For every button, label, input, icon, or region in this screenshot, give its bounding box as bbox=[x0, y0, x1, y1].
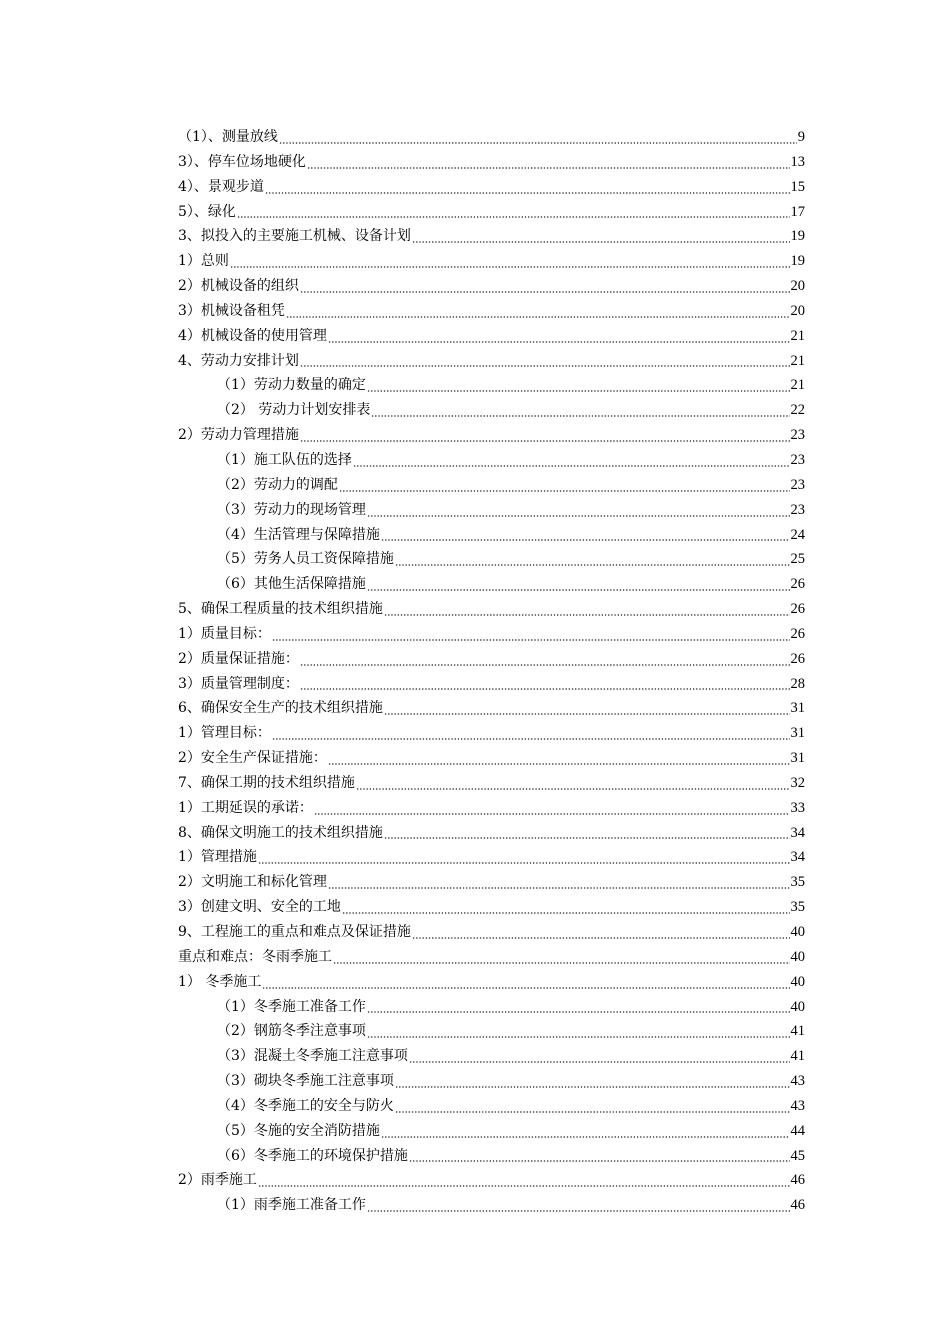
toc-dot-leader bbox=[367, 515, 790, 517]
toc-entry-page-number: 19 bbox=[790, 228, 805, 245]
toc-entry-label: 2）机械设备的组织 bbox=[178, 278, 299, 295]
toc-entry[interactable] bbox=[178, 398, 805, 423]
toc-entry-page-number: 34 bbox=[790, 849, 805, 866]
toc-entry-page-number: 40 bbox=[790, 948, 805, 965]
toc-dot-leader bbox=[367, 1210, 790, 1212]
toc-entry-label: 重点和难点：冬雨季施工 bbox=[178, 948, 332, 965]
toc-entry-label: 4）、景观步道 bbox=[178, 178, 264, 195]
toc-entry-label: （2）劳动力的调配 bbox=[217, 476, 338, 493]
toc-entry-page-number: 13 bbox=[790, 153, 805, 170]
toc-dot-leader bbox=[328, 341, 790, 343]
toc-dot-leader bbox=[272, 738, 790, 740]
toc-entry-label: 2）质量保证措施： bbox=[178, 650, 299, 667]
toc-entry-label: 2）雨季施工 bbox=[178, 1172, 257, 1189]
toc-entry-page-number: 43 bbox=[790, 1097, 805, 1114]
toc-entry[interactable] bbox=[178, 945, 805, 970]
toc-entry-page-number: 26 bbox=[790, 650, 805, 667]
toc-dot-leader bbox=[300, 365, 790, 367]
toc-dot-leader bbox=[409, 1160, 790, 1162]
toc-entry-label: （2） 劳动力计划安排表 bbox=[217, 402, 371, 419]
toc-entry[interactable] bbox=[178, 175, 805, 200]
toc-entry-page-number: 21 bbox=[790, 352, 805, 369]
toc-entry-page-number: 44 bbox=[790, 1122, 805, 1139]
toc-entry-label: 3）创建文明、安全的工地 bbox=[178, 899, 341, 916]
toc-entry-label: （1）冬季施工准备工作 bbox=[217, 998, 366, 1015]
toc-entry-page-number: 45 bbox=[790, 1147, 805, 1164]
toc-dot-leader bbox=[395, 564, 790, 566]
toc-dot-leader bbox=[412, 937, 790, 939]
toc-entry-page-number: 34 bbox=[790, 824, 805, 841]
toc-entry-label: 3）质量管理制度： bbox=[178, 675, 299, 692]
toc-dot-leader bbox=[258, 1185, 790, 1187]
toc-entry[interactable] bbox=[178, 547, 805, 572]
toc-entry-page-number: 24 bbox=[790, 526, 805, 543]
toc-entry-label: 1）工期延误的承诺： bbox=[178, 799, 313, 816]
toc-dot-leader bbox=[353, 465, 790, 467]
toc-dot-leader bbox=[395, 1111, 790, 1113]
toc-entry-page-number: 46 bbox=[790, 1197, 805, 1214]
toc-entry-label: （3）砌块冬季施工注意事项 bbox=[217, 1073, 394, 1090]
toc-entry[interactable] bbox=[178, 299, 805, 324]
toc-entry-label: 1）总则 bbox=[178, 253, 229, 270]
toc-entry[interactable] bbox=[178, 746, 805, 771]
toc-dot-leader bbox=[367, 589, 790, 591]
toc-dot-leader bbox=[395, 1086, 790, 1088]
toc-dot-leader bbox=[328, 887, 790, 889]
toc-entry-label: 3）、停车位场地硬化 bbox=[178, 153, 306, 170]
toc-dot-leader bbox=[409, 1061, 790, 1063]
toc-entry[interactable] bbox=[178, 324, 805, 349]
toc-entry[interactable] bbox=[178, 647, 805, 672]
toc-entry-page-number: 28 bbox=[790, 675, 805, 692]
toc-entry[interactable] bbox=[178, 423, 805, 448]
toc-dot-leader bbox=[384, 614, 790, 616]
toc-entry-label: （1）劳动力数量的确定 bbox=[217, 377, 366, 394]
toc-entry[interactable] bbox=[178, 1144, 805, 1169]
toc-entry-page-number: 41 bbox=[790, 1048, 805, 1065]
table-of-contents bbox=[178, 125, 805, 1218]
toc-entry-label: 1）管理目标： bbox=[178, 725, 271, 742]
toc-entry-page-number: 31 bbox=[790, 725, 805, 742]
toc-entry-page-number: 40 bbox=[790, 973, 805, 990]
toc-entry[interactable] bbox=[178, 1044, 805, 1069]
toc-dot-leader bbox=[230, 266, 790, 268]
toc-entry-label: （4）冬季施工的安全与防火 bbox=[217, 1097, 394, 1114]
toc-entry-label: 4、劳动力安排计划 bbox=[178, 352, 299, 369]
toc-entry[interactable] bbox=[178, 498, 805, 523]
toc-entry[interactable] bbox=[178, 1193, 805, 1218]
toc-dot-leader bbox=[300, 291, 790, 293]
toc-dot-leader bbox=[307, 167, 790, 169]
toc-dot-leader bbox=[300, 440, 790, 442]
toc-entry[interactable] bbox=[178, 249, 805, 274]
toc-entry-page-number: 21 bbox=[790, 327, 805, 344]
toc-entry-page-number: 23 bbox=[790, 451, 805, 468]
toc-entry-page-number: 19 bbox=[790, 253, 805, 270]
toc-entry[interactable] bbox=[178, 349, 805, 374]
toc-entry-page-number: 40 bbox=[790, 924, 805, 940]
toc-dot-leader bbox=[381, 1136, 790, 1138]
toc-dot-leader bbox=[333, 962, 790, 964]
toc-entry[interactable] bbox=[178, 1019, 805, 1044]
toc-entry[interactable] bbox=[178, 1094, 805, 1119]
toc-dot-leader bbox=[272, 639, 790, 641]
toc-entry-page-number: 22 bbox=[790, 402, 805, 419]
toc-entry-page-number: 23 bbox=[790, 427, 805, 444]
toc-entry[interactable] bbox=[178, 1168, 805, 1193]
toc-entry-page-number: 9 bbox=[797, 129, 805, 145]
toc-dot-leader bbox=[300, 664, 790, 666]
toc-entry[interactable] bbox=[178, 771, 805, 796]
toc-entry[interactable] bbox=[178, 870, 805, 895]
toc-dot-leader bbox=[367, 1036, 790, 1038]
toc-entry-label: （1）施工队伍的选择 bbox=[217, 451, 352, 468]
toc-entry-label: 3、拟投入的主要施工机械、设备计划 bbox=[178, 228, 411, 245]
toc-entry[interactable] bbox=[178, 448, 805, 473]
toc-entry-label: 1） 冬季施工 bbox=[178, 973, 262, 990]
toc-entry-label: 6、确保安全生产的技术组织措施 bbox=[178, 700, 383, 717]
toc-entry-page-number: 35 bbox=[790, 899, 805, 916]
toc-entry[interactable] bbox=[178, 721, 805, 746]
toc-entry-page-number: 23 bbox=[790, 476, 805, 493]
toc-entry-label: （3）混凝土冬季施工注意事项 bbox=[217, 1048, 408, 1065]
toc-entry-label: 8、确保文明施工的技术组织措施 bbox=[178, 824, 383, 841]
toc-entry-page-number: 43 bbox=[790, 1073, 805, 1090]
toc-entry-label: 7、确保工期的技术组织措施 bbox=[178, 774, 355, 791]
toc-entry-page-number: 23 bbox=[790, 501, 805, 518]
toc-entry-label: 4）机械设备的使用管理 bbox=[178, 327, 327, 344]
toc-entry-page-number: 31 bbox=[790, 750, 805, 767]
toc-entry[interactable] bbox=[178, 224, 805, 249]
toc-dot-leader bbox=[328, 763, 790, 765]
toc-entry[interactable] bbox=[178, 845, 805, 870]
toc-entry[interactable] bbox=[178, 125, 805, 150]
toc-dot-leader bbox=[342, 912, 790, 914]
toc-entry-page-number: 41 bbox=[790, 1023, 805, 1040]
toc-entry[interactable] bbox=[178, 473, 805, 498]
toc-dot-leader bbox=[262, 987, 789, 989]
toc-entry[interactable] bbox=[178, 597, 805, 622]
toc-entry-page-number: 26 bbox=[790, 625, 805, 642]
toc-dot-leader bbox=[314, 813, 790, 815]
toc-entry-label: 2）劳动力管理措施 bbox=[178, 427, 299, 444]
toc-entry-label: 1）质量目标： bbox=[178, 625, 271, 642]
toc-dot-leader bbox=[286, 316, 790, 318]
toc-entry[interactable] bbox=[178, 821, 805, 846]
toc-entry-label: （6）冬季施工的环境保护措施 bbox=[217, 1147, 408, 1164]
toc-dot-leader bbox=[371, 415, 789, 417]
toc-entry-label: （4）生活管理与保障措施 bbox=[217, 526, 380, 543]
toc-entry-label: （2）钢筋冬季注意事项 bbox=[217, 1023, 366, 1040]
toc-dot-leader bbox=[367, 1011, 790, 1013]
toc-dot-leader bbox=[265, 192, 790, 194]
toc-entry-label: （1）、测量放线 bbox=[178, 129, 278, 145]
toc-entry-page-number: 21 bbox=[790, 377, 805, 394]
toc-entry[interactable] bbox=[178, 1069, 805, 1094]
toc-entry[interactable] bbox=[178, 523, 805, 548]
toc-entry-label: （6）其他生活保障措施 bbox=[217, 576, 366, 593]
toc-entry-page-number: 25 bbox=[790, 551, 805, 568]
toc-entry-label: 5、确保工程质量的技术组织措施 bbox=[178, 601, 383, 618]
toc-dot-leader bbox=[412, 241, 790, 243]
toc-dot-leader bbox=[279, 142, 797, 144]
toc-entry-page-number: 35 bbox=[790, 874, 805, 891]
toc-entry[interactable] bbox=[178, 1119, 805, 1144]
toc-entry[interactable] bbox=[178, 672, 805, 697]
toc-entry[interactable] bbox=[178, 150, 805, 175]
toc-entry-label: （5）冬施的安全消防措施 bbox=[217, 1122, 380, 1139]
toc-entry[interactable] bbox=[178, 995, 805, 1020]
toc-dot-leader bbox=[258, 862, 790, 864]
toc-entry-page-number: 17 bbox=[790, 203, 805, 220]
toc-entry-page-number: 31 bbox=[790, 700, 805, 717]
toc-entry-label: （5）劳务人员工资保障措施 bbox=[217, 551, 394, 568]
toc-entry[interactable] bbox=[178, 200, 805, 225]
toc-dot-leader bbox=[384, 713, 790, 715]
toc-entry-page-number: 20 bbox=[790, 302, 805, 319]
toc-entry-label: 9、工程施工的重点和难点及保证措施 bbox=[178, 924, 411, 940]
toc-entry[interactable] bbox=[178, 920, 805, 945]
toc-entry-page-number: 26 bbox=[790, 576, 805, 593]
toc-entry[interactable] bbox=[178, 274, 805, 299]
toc-entry[interactable] bbox=[178, 970, 805, 995]
toc-dot-leader bbox=[339, 490, 790, 492]
toc-entry[interactable] bbox=[178, 696, 805, 721]
toc-entry[interactable] bbox=[178, 622, 805, 647]
toc-dot-leader bbox=[381, 539, 790, 541]
toc-entry-label: （1）雨季施工准备工作 bbox=[217, 1197, 366, 1214]
toc-entry-label: 2）文明施工和标化管理 bbox=[178, 874, 327, 891]
toc-entry[interactable] bbox=[178, 572, 805, 597]
toc-entry-label: 3）机械设备租凭 bbox=[178, 302, 285, 319]
toc-entry[interactable] bbox=[178, 895, 805, 920]
toc-dot-leader bbox=[367, 390, 790, 392]
toc-entry-page-number: 26 bbox=[790, 601, 805, 618]
toc-entry-page-number: 33 bbox=[790, 799, 805, 816]
toc-entry-page-number: 40 bbox=[790, 998, 805, 1015]
toc-entry-label: （3）劳动力的现场管理 bbox=[217, 501, 366, 518]
toc-entry-page-number: 20 bbox=[790, 278, 805, 295]
toc-dot-leader bbox=[356, 788, 790, 790]
toc-entry-label: 5）、绿化 bbox=[178, 203, 236, 220]
toc-entry-label: 1）管理措施 bbox=[178, 849, 257, 866]
toc-entry-label: 2）安全生产保证措施： bbox=[178, 750, 327, 767]
toc-dot-leader bbox=[237, 216, 790, 218]
toc-entry-page-number: 15 bbox=[790, 178, 805, 195]
toc-entry-page-number: 46 bbox=[790, 1172, 805, 1189]
toc-dot-leader bbox=[384, 837, 790, 839]
toc-entry[interactable] bbox=[178, 796, 805, 821]
toc-entry[interactable] bbox=[178, 373, 805, 398]
toc-entry-page-number: 32 bbox=[790, 774, 805, 791]
toc-dot-leader bbox=[300, 688, 790, 690]
